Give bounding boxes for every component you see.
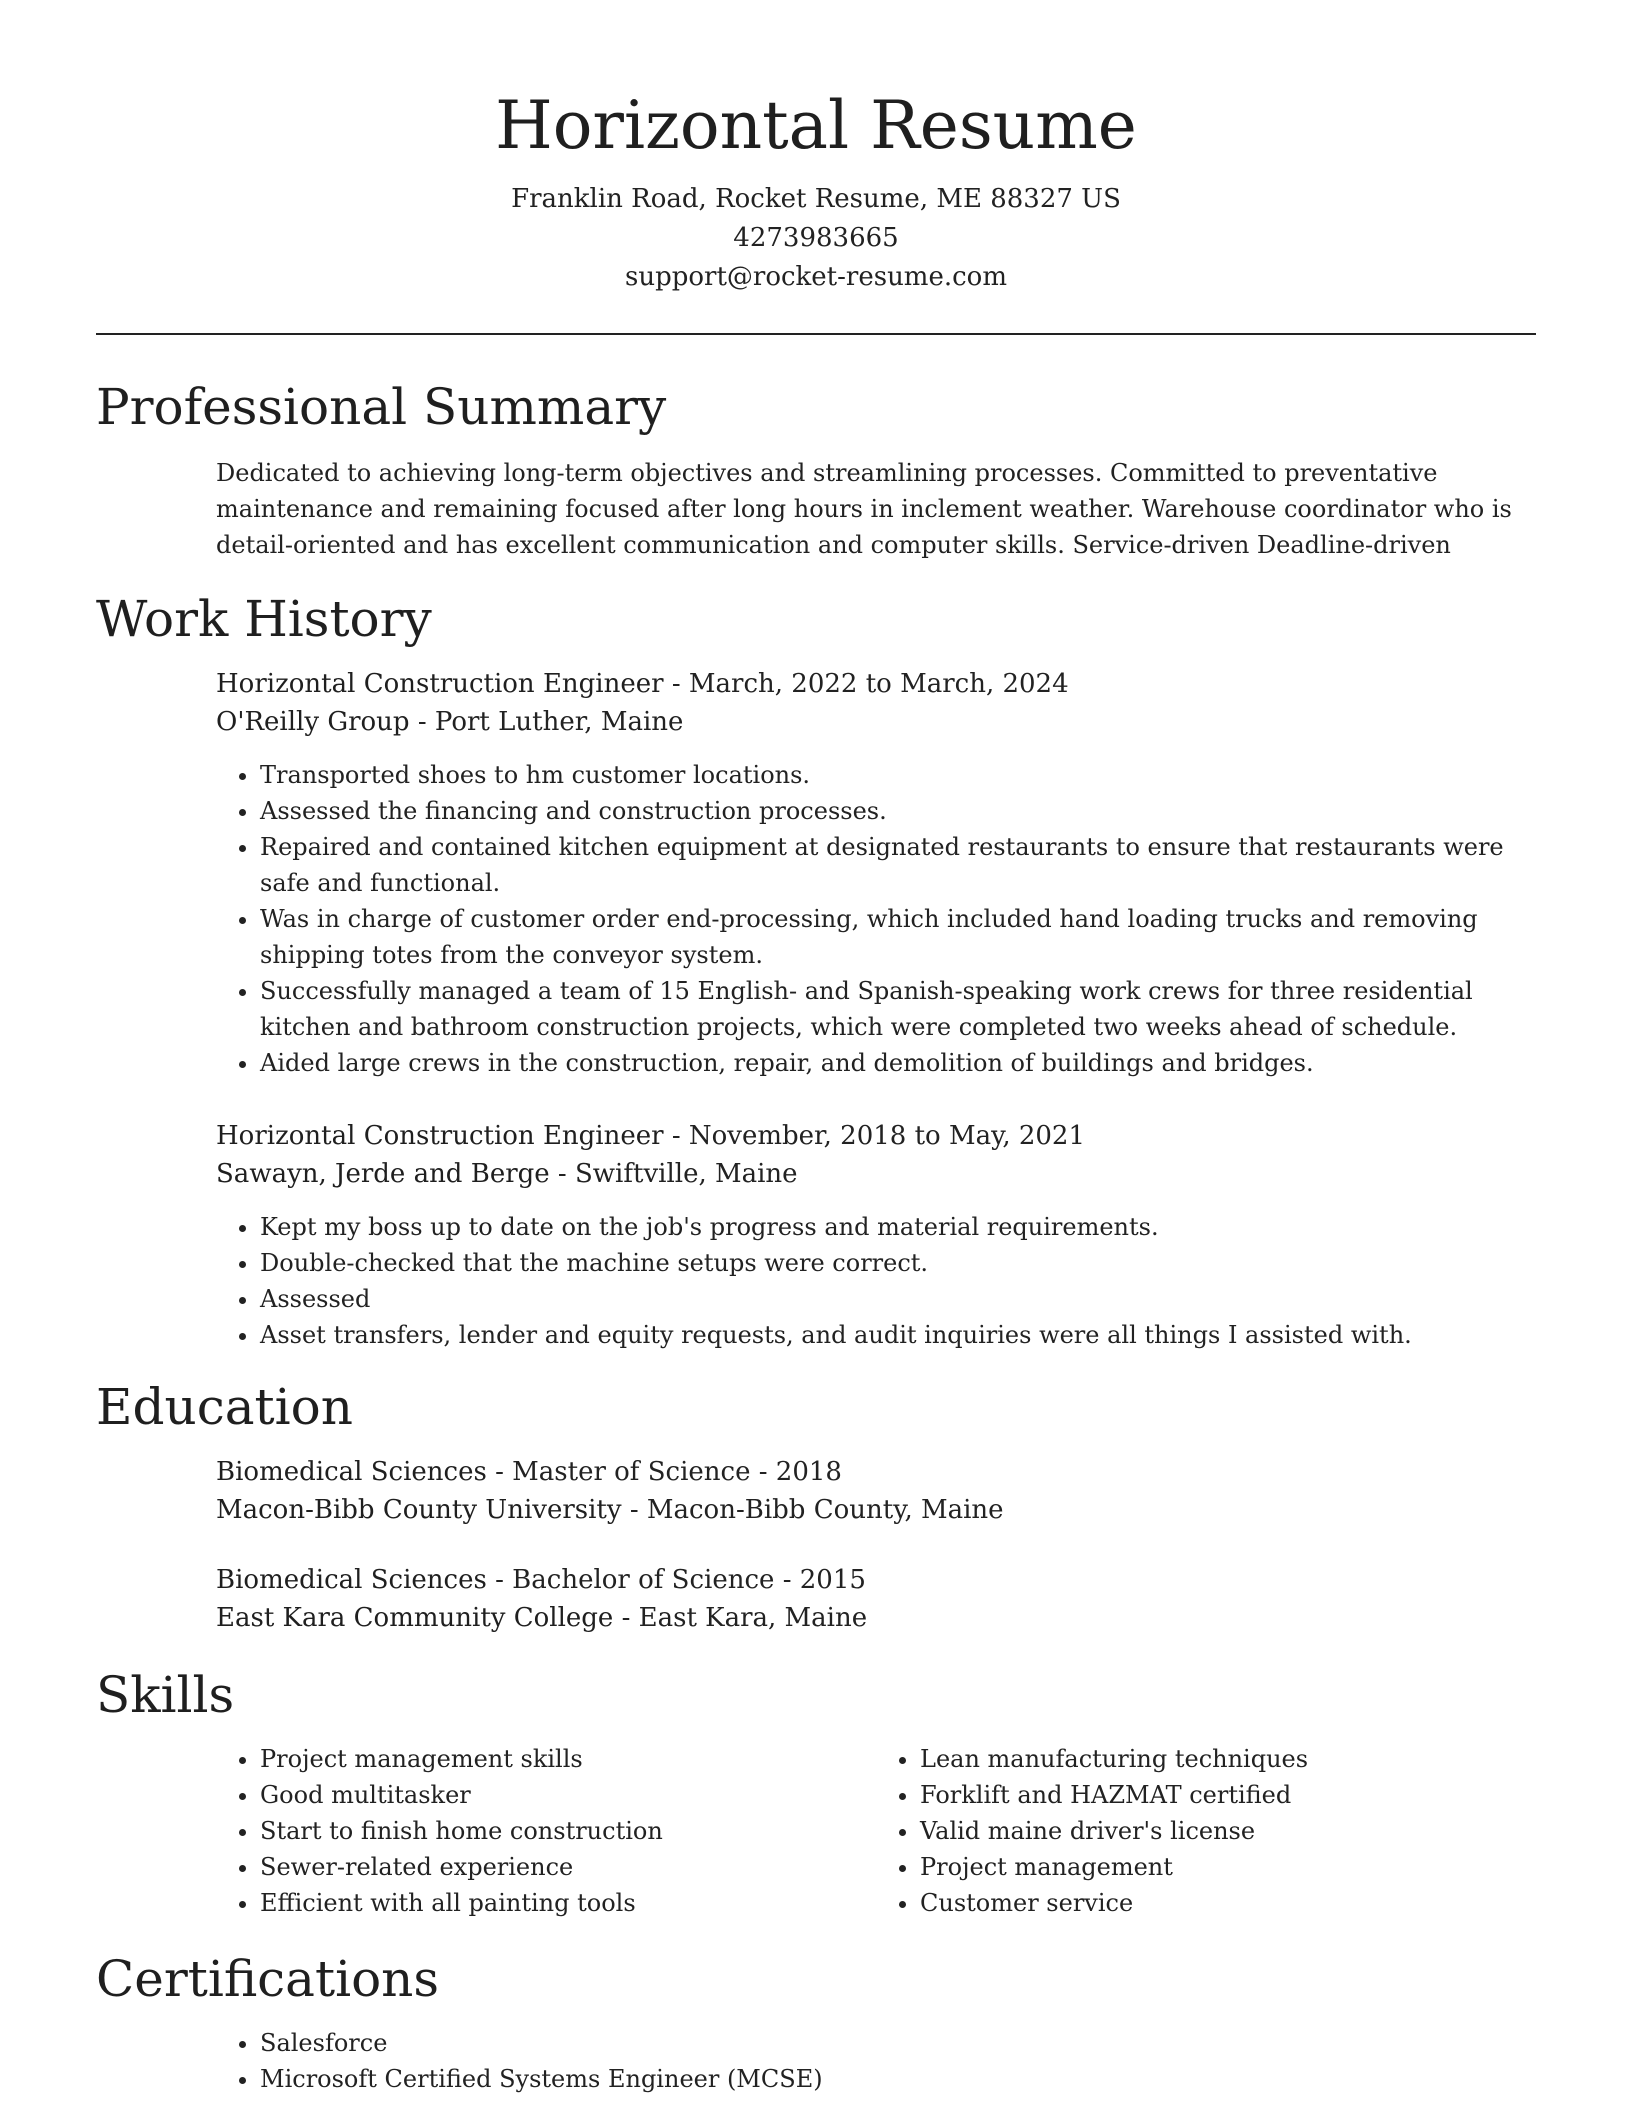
list-item: • Microsoft Certified Systems Engineer (MCSE) xyxy=(260,2061,1536,2097)
school-line xyxy=(216,1599,1536,1637)
section-title: Skills xyxy=(96,1666,235,1724)
section-title: Professional Summary xyxy=(96,378,667,436)
section-professional-summary xyxy=(96,375,1536,563)
list-item: • Valid maine driver's license xyxy=(920,1813,1536,1849)
contact-address: Franklin Road, Rocket Resume, ME 88327 US xyxy=(511,184,1121,214)
job-bullets xyxy=(216,757,1536,1081)
header-divider xyxy=(96,333,1536,335)
skills-left-column xyxy=(216,1741,876,1921)
section-work-history xyxy=(96,587,1536,1353)
list-item: • Transported shoes to hm customer locations. xyxy=(260,757,1536,793)
degree-year: - Bachelor of Science - 2015 xyxy=(486,1565,866,1595)
degree-line xyxy=(216,1453,1536,1491)
section-certifications xyxy=(96,1947,1536,2097)
job-company: O'Reilly Group xyxy=(216,707,410,737)
list-item: • Double-checked that the machine setups were correct. xyxy=(260,1245,1536,1281)
list-item: • Aided large crews in the construction, repair, and demolition of buildings and bridges. xyxy=(260,1045,1536,1081)
list-item: • Assessed the financing and construction processes. xyxy=(260,793,1536,829)
job-title-line xyxy=(216,665,1536,703)
list-item: • Was in charge of customer order end-processing, which included hand loading trucks and removing shipping totes from the conveyor system. xyxy=(260,901,1536,973)
skills-right-column xyxy=(876,1741,1536,1921)
list-item: • Project management skills xyxy=(260,1741,876,1777)
list-item: • Forklift and HAZMAT certified xyxy=(920,1777,1536,1813)
list-item: • Good multitasker xyxy=(260,1777,876,1813)
resume-page xyxy=(96,0,1536,2097)
list-item: • Start to finish home construction xyxy=(260,1813,876,1849)
resume-header xyxy=(96,0,1536,297)
section-title: Certifications xyxy=(96,1950,440,2008)
list-item: • Project management xyxy=(920,1849,1536,1885)
job-title-line xyxy=(216,1117,1536,1155)
degree-field: Biomedical Sciences xyxy=(216,1457,487,1487)
school-location: - East Kara, Maine xyxy=(613,1603,868,1633)
degree-line xyxy=(216,1561,1536,1599)
job-company-line xyxy=(216,703,1536,741)
school-location: - Macon-Bibb County, Maine xyxy=(621,1495,1004,1525)
contact-phone: 4273983665 xyxy=(733,223,899,253)
list-item: • Kept my boss up to date on the job's progress and material requirements. xyxy=(260,1209,1536,1245)
job-position: Horizontal Construction Engineer xyxy=(216,669,664,699)
job-company: Sawayn, Jerde and Berge xyxy=(216,1159,550,1189)
section-education xyxy=(96,1375,1536,1637)
list-item: • Lean manufacturing techniques xyxy=(920,1741,1536,1777)
list-item: • Efficient with all painting tools xyxy=(260,1885,876,1921)
section-title: Work History xyxy=(96,590,432,648)
education-entry xyxy=(216,1453,1536,1529)
school-name: Macon-Bibb County University xyxy=(216,1495,622,1525)
job-dates: - March, 2022 to March, 2024 xyxy=(663,669,1069,699)
job-dates: - November, 2018 to May, 2021 xyxy=(663,1121,1086,1151)
job-location: - Port Luther, Maine xyxy=(409,707,684,737)
list-item: • Customer service xyxy=(920,1885,1536,1921)
job-company-line xyxy=(216,1155,1536,1193)
list-item: • Repaired and contained kitchen equipment at designated restaurants to ensure that restaurants were safe and functional. xyxy=(260,829,1536,901)
school-line xyxy=(216,1491,1536,1529)
job-position: Horizontal Construction Engineer xyxy=(216,1121,664,1151)
section-title: Education xyxy=(96,1378,353,1436)
education-entry xyxy=(216,1561,1536,1637)
degree-field: Biomedical Sciences xyxy=(216,1565,487,1595)
list-item: • Assessed xyxy=(260,1281,1536,1317)
list-item: • Salesforce xyxy=(260,2025,1536,2061)
job-bullets xyxy=(216,1209,1536,1353)
list-item: • Asset transfers, lender and equity requests, and audit inquiries were all things I assisted with. xyxy=(260,1317,1536,1353)
job-location: - Swiftville, Maine xyxy=(549,1159,798,1189)
contact-email[interactable]: support@rocket-resume.com xyxy=(624,262,1007,292)
skills-grid xyxy=(216,1741,1536,1921)
degree-year: - Master of Science - 2018 xyxy=(486,1457,842,1487)
candidate-name: Horizontal Resume xyxy=(495,87,1137,164)
section-skills xyxy=(96,1663,1536,1921)
list-item: • Successfully managed a team of 15 English- and Spanish-speaking work crews for three residential kitchen and bathroom construction projects, which were completed two weeks ahead of schedule. xyxy=(260,973,1536,1045)
list-item: • Sewer-related experience xyxy=(260,1849,876,1885)
school-name: East Kara Community College xyxy=(216,1603,614,1633)
job-entry xyxy=(216,1117,1536,1353)
job-entry xyxy=(216,665,1536,1081)
certifications-list xyxy=(216,2025,1536,2097)
summary-text: Dedicated to achieving long-term objectives and streamlining processes. Committed to preventative maintenance and remaining focused after long hours in inclement weather. Warehouse coordinator who is detail-oriented and has excellent communication and computer skills. Service-driven Deadline-driven xyxy=(216,459,1512,559)
